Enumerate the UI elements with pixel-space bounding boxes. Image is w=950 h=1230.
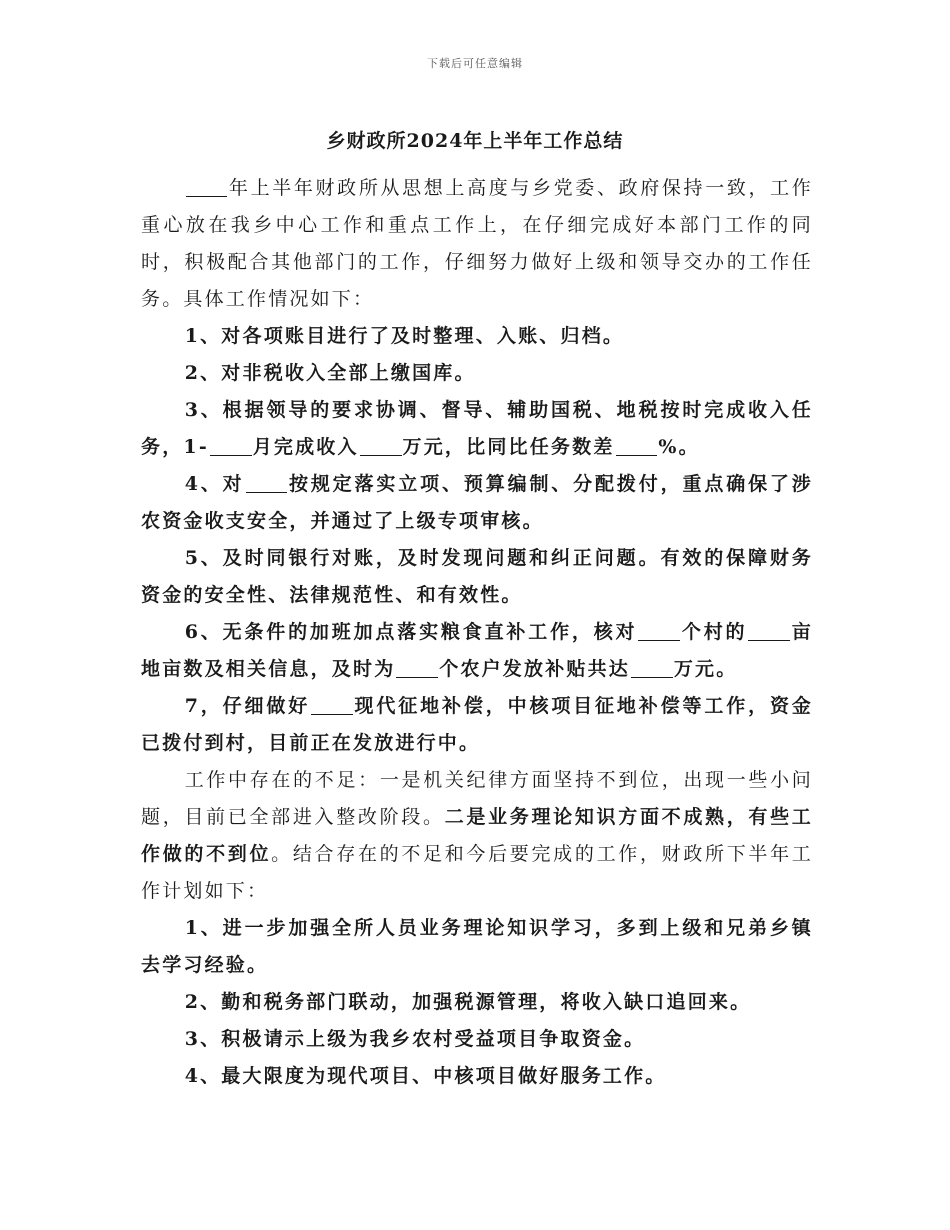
document-title: 乡财政所2024年上半年工作总结	[326, 130, 624, 152]
work-item-3: 3、根据领导的要求协调、督导、辅助国税、地税按时完成收入任务，1- 月完成收入 万元，比同比任务数差 %。	[141, 399, 813, 458]
header-note: 下载后可任意编辑	[427, 57, 523, 70]
work-item-7: 7，仔细做好 现代征地补偿，中核项目征地补偿等工作，资金已拨付到村，目前正在发放进行中。	[141, 695, 814, 754]
document-body	[141, 170, 813, 1095]
fill-blank	[246, 473, 288, 493]
fill-blank	[631, 658, 673, 678]
work-item-1: 1、对各项账目进行了及时整理、入账、归档。	[184, 325, 625, 347]
work-item-5: 5、及时同银行对账，及时发现问题和纠正问题。有效的保障财务资金的安全性、法律规范性、和有效性。	[141, 547, 813, 606]
plan-item-3: 3、积极请示上级为我乡农村受益项目争取资金。	[184, 1028, 646, 1050]
fill-blank	[360, 436, 402, 456]
fill-blank	[210, 436, 252, 456]
fill-blank	[748, 621, 790, 641]
fill-blank	[638, 621, 680, 641]
plan-item-4: 4、最大限度为现代项目、中核项目做好服务工作。	[184, 1065, 667, 1087]
work-item-2: 2、对非税收入全部上缴国库。	[184, 362, 476, 384]
fill-blank	[396, 658, 438, 678]
work-item-6: 6、无条件的加班加点落实粮食直补工作，核对 个村的 亩地亩数及相关信息，及时为 个农户发放补贴共达 万元。	[141, 621, 814, 680]
shortcomings-paragraph: 工作中存在的不足：一是机关纪律方面坚持不到位，出现一些小问题，目前已全部进入整改阶段。二是业务理论知识方面不成熟，有些工作做的不到位。结合存在的不足和今后要完成的工作，财政所下半年工作计划如下：	[141, 769, 813, 902]
plan-item-2: 2、勤和税务部门联动，加强税源管理，将收入缺口追回来。	[184, 991, 752, 1013]
fill-blank	[186, 177, 228, 197]
work-item-4: 4、对 按规定落实立项、预算编制、分配拨付，重点确保了涉农资金收支安全，并通过了上级专项审核。	[141, 473, 813, 532]
fill-blank	[616, 436, 658, 456]
intro-paragraph: 年上半年财政所从思想上高度与乡党委、政府保持一致，工作重心放在我乡中心工作和重点工作上，在仔细完成好本部门工作的同时，积极配合其他部门的工作，仔细努力做好上级和领导交办的工作任务。具体工作情况如下：	[141, 177, 813, 310]
plan-item-1: 1、进一步加强全所人员业务理论知识学习，多到上级和兄弟乡镇去学习经验。	[141, 917, 813, 976]
fill-blank	[311, 695, 353, 715]
